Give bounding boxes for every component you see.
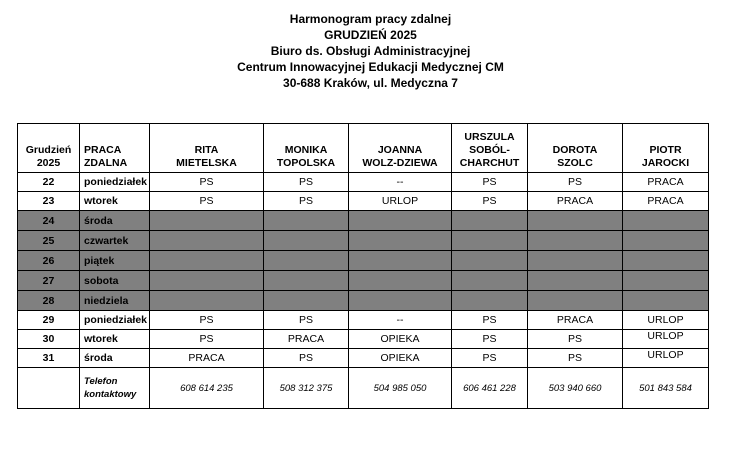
header-person: MONIKA TOPOLSKA bbox=[264, 124, 349, 173]
table-cell: PRACA bbox=[528, 311, 623, 330]
table-cell bbox=[264, 271, 349, 291]
header-date: Grudzień 2025 bbox=[18, 124, 80, 173]
day-number: 28 bbox=[18, 291, 80, 311]
table-cell: PRACA bbox=[150, 349, 264, 368]
table-cell: PS bbox=[264, 192, 349, 211]
day-number: 29 bbox=[18, 311, 80, 330]
table-cell: PS bbox=[452, 330, 528, 349]
table-cell bbox=[150, 231, 264, 251]
table-row-holiday bbox=[18, 231, 709, 251]
table-cell bbox=[264, 211, 349, 231]
header-person: RITA MIETELSKA bbox=[150, 124, 264, 173]
table-row bbox=[18, 173, 709, 192]
table-cell bbox=[349, 251, 452, 271]
phone-number: 504 985 050 bbox=[349, 368, 452, 409]
table-cell bbox=[264, 251, 349, 271]
header-person: PIOTR JAROCKI bbox=[623, 124, 709, 173]
table-cell: OPIEKA bbox=[349, 330, 452, 349]
table-cell bbox=[349, 271, 452, 291]
table-cell bbox=[528, 291, 623, 311]
table-row bbox=[18, 311, 709, 330]
weekday: środa bbox=[80, 211, 150, 231]
table-row-holiday bbox=[18, 211, 709, 231]
office-name: Biuro ds. Obsługi Administracyjnej bbox=[270, 44, 471, 58]
schedule-table bbox=[17, 123, 709, 409]
phone-number: 508 312 375 bbox=[264, 368, 349, 409]
table-cell: URLOP bbox=[623, 311, 709, 330]
weekday: niedziela bbox=[80, 291, 150, 311]
table-row-holiday bbox=[18, 251, 709, 271]
table-cell bbox=[623, 231, 709, 251]
weekday: wtorek bbox=[80, 330, 150, 349]
table-cell bbox=[452, 211, 528, 231]
table-cell bbox=[264, 231, 349, 251]
table-cell bbox=[623, 251, 709, 271]
table-row bbox=[18, 349, 709, 368]
weekday: czwartek bbox=[80, 231, 150, 251]
phone-number: 606 461 228 bbox=[452, 368, 528, 409]
table-cell bbox=[528, 231, 623, 251]
table-cell: PS bbox=[264, 173, 349, 192]
phone-number: 608 614 235 bbox=[150, 368, 264, 409]
table-cell: PS bbox=[264, 311, 349, 330]
table-cell bbox=[150, 211, 264, 231]
day-number: 24 bbox=[18, 211, 80, 231]
phone-row bbox=[18, 368, 709, 409]
weekday: piątek bbox=[80, 251, 150, 271]
phone-number: 501 843 584 bbox=[623, 368, 709, 409]
table-cell bbox=[452, 251, 528, 271]
table-cell: PS bbox=[528, 173, 623, 192]
phone-label: Telefon kontaktowy bbox=[80, 368, 150, 409]
table-cell bbox=[528, 251, 623, 271]
table-cell bbox=[452, 271, 528, 291]
table-cell bbox=[623, 211, 709, 231]
table-cell: PRACA bbox=[528, 192, 623, 211]
table-cell bbox=[264, 291, 349, 311]
weekday: poniedziałek bbox=[80, 173, 150, 192]
header-mode: PRACA ZDALNA bbox=[80, 124, 150, 173]
weekday: poniedziałek bbox=[80, 311, 150, 330]
header-person: URSZULA SOBÓL- CHARCHUT bbox=[452, 124, 528, 173]
table-cell bbox=[452, 291, 528, 311]
table-cell: URLOP bbox=[623, 330, 709, 349]
center-name: Centrum Innowacyjnej Edukacji Medycznej CM bbox=[237, 60, 504, 74]
table-cell: PS bbox=[150, 311, 264, 330]
table-cell bbox=[623, 271, 709, 291]
table-cell: PRACA bbox=[623, 173, 709, 192]
table-cell: PS bbox=[528, 349, 623, 368]
table-cell bbox=[150, 291, 264, 311]
weekday: sobota bbox=[80, 271, 150, 291]
table-cell: URLOP bbox=[349, 192, 452, 211]
table-cell: PS bbox=[150, 330, 264, 349]
day-number: 25 bbox=[18, 231, 80, 251]
table-row-holiday bbox=[18, 271, 709, 291]
header-person: DOROTA SZOLC bbox=[528, 124, 623, 173]
table-row-holiday bbox=[18, 291, 709, 311]
table-cell: PS bbox=[264, 349, 349, 368]
document-month: GRUDZIEŃ 2025 bbox=[324, 28, 417, 42]
day-number: 31 bbox=[18, 349, 80, 368]
table-row bbox=[18, 192, 709, 211]
table-cell: PS bbox=[150, 192, 264, 211]
header-person: JOANNA WOLZ-DZIEWA bbox=[349, 124, 452, 173]
table-cell bbox=[150, 271, 264, 291]
weekday: środa bbox=[80, 349, 150, 368]
table-cell bbox=[452, 231, 528, 251]
day-number: 27 bbox=[18, 271, 80, 291]
table-cell: PRACA bbox=[264, 330, 349, 349]
table-cell: PS bbox=[452, 349, 528, 368]
weekday: wtorek bbox=[80, 192, 150, 211]
table-cell bbox=[18, 368, 80, 409]
document-header bbox=[0, 11, 741, 91]
table-cell bbox=[623, 291, 709, 311]
day-number: 30 bbox=[18, 330, 80, 349]
table-cell bbox=[349, 291, 452, 311]
table-cell bbox=[349, 231, 452, 251]
document-title: Harmonogram pracy zdalnej bbox=[289, 12, 452, 26]
table-cell: PS bbox=[528, 330, 623, 349]
table-cell: -- bbox=[349, 173, 452, 192]
table-cell bbox=[528, 271, 623, 291]
day-number: 26 bbox=[18, 251, 80, 271]
table-cell: PRACA bbox=[623, 192, 709, 211]
table-header-row bbox=[18, 124, 709, 173]
table-cell bbox=[528, 211, 623, 231]
office-address: 30-688 Kraków, ul. Medyczna 7 bbox=[283, 76, 458, 90]
table-cell: PS bbox=[150, 173, 264, 192]
table-cell bbox=[150, 251, 264, 271]
table-cell: PS bbox=[452, 173, 528, 192]
table-row bbox=[18, 330, 709, 349]
table-cell: URLOP bbox=[623, 349, 709, 368]
day-number: 22 bbox=[18, 173, 80, 192]
table-cell: OPIEKA bbox=[349, 349, 452, 368]
day-number: 23 bbox=[18, 192, 80, 211]
table-cell: -- bbox=[349, 311, 452, 330]
table-cell bbox=[349, 211, 452, 231]
table-cell: PS bbox=[452, 192, 528, 211]
table-cell: PS bbox=[452, 311, 528, 330]
phone-number: 503 940 660 bbox=[528, 368, 623, 409]
